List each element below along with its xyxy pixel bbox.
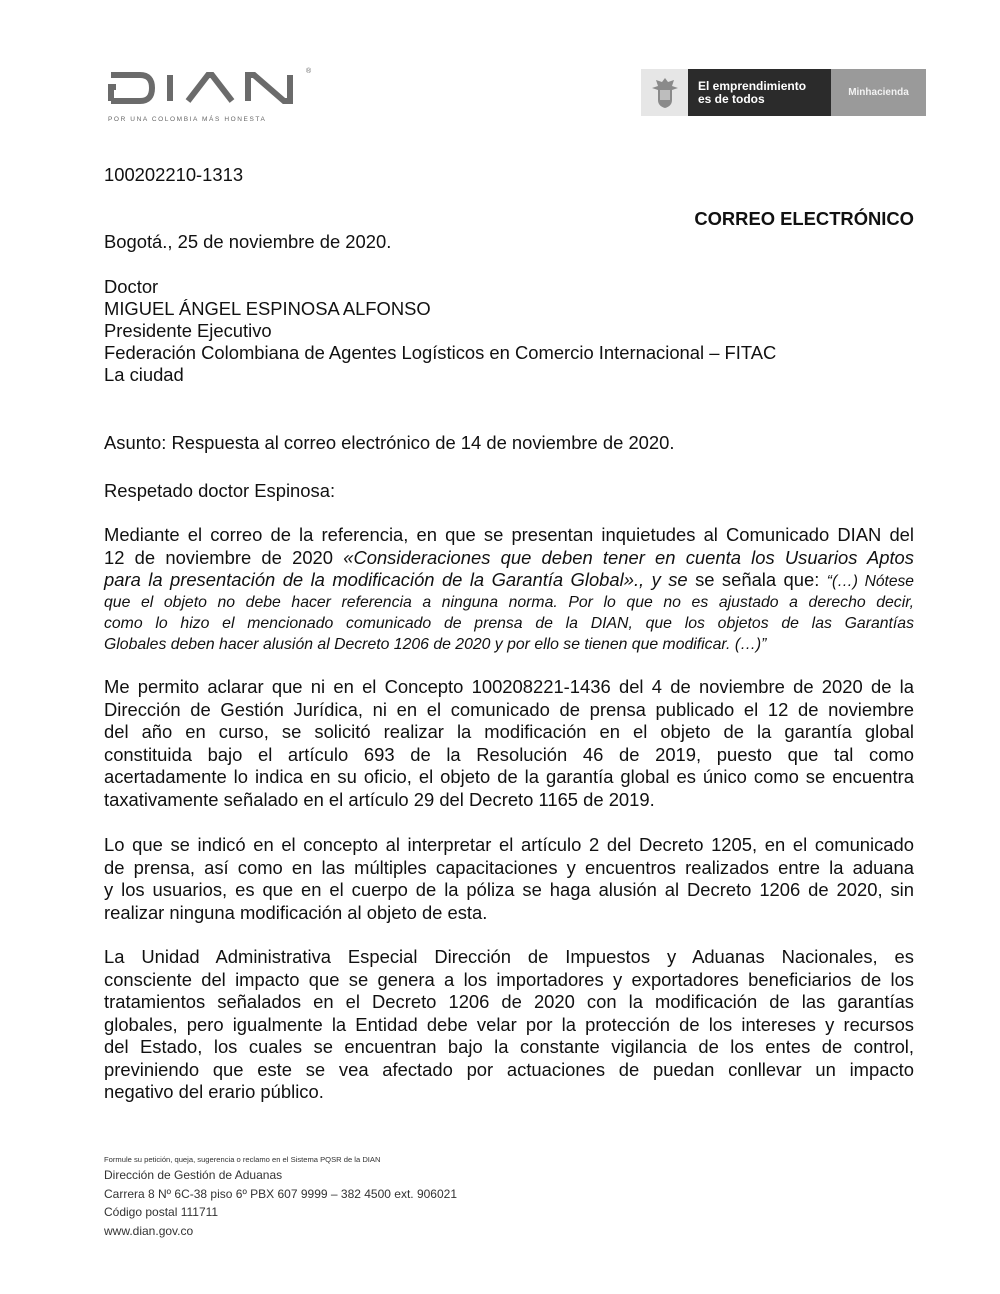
paragraph-3-line: de prensa, así como en las múltiples capacitaciones y encuentros realizados entre la aduana [104, 856, 914, 878]
paragraph-4-line: previniendo que este se vea afectado por actuaciones de puedan conllevar un impacto [104, 1058, 914, 1080]
letter-date: Bogotá., 25 de noviembre de 2020. [104, 231, 392, 252]
paragraph-2 [104, 676, 914, 811]
gov-slogan-line1: El emprendimiento [698, 78, 807, 93]
quote-line: Globales deben hacer alusión al Decreto 1206 de 2020 y por ello se tienen que modificar. (…)” [104, 635, 767, 653]
recipient-block [104, 276, 776, 386]
dian-wordmark [108, 68, 308, 108]
footer-office: Dirección de Gestión de Aduanas [104, 1168, 283, 1182]
recipient-title: Doctor [104, 276, 159, 297]
reference-number: 100202210-1313 [104, 164, 244, 185]
footer-address: Carrera 8 Nº 6C-38 piso 6º PBX 607 9999 – 382 4500 ext. 906021 [104, 1186, 457, 1201]
footer-pqsr: Formule su petición, queja, sugerencia o reclamo en el Sistema PQSR de la DIAN [104, 1155, 381, 1164]
recipient-organization: Federación Colombiana de Agentes Logísticos en Comercio Internacional – FITAC [104, 342, 777, 363]
salutation: Respetado doctor Espinosa: [104, 480, 336, 501]
paragraph-4-line: La Unidad Administrativa Especial Dirección de Impuestos y Aduanas Nacionales, es [104, 946, 914, 967]
quote-line: como lo hizo el mencionado comunicado de prensa de la DIAN, que los objetos de las Garantías [104, 614, 914, 632]
paragraph-3 [104, 834, 914, 924]
subject-line: Asunto: Respuesta al correo electrónico de 14 de noviembre de 2020. [104, 432, 675, 453]
paragraph-4-line: del Estado, los cuales se encuentran bajo la constante vigilancia de los entes de control, [104, 1036, 914, 1057]
paragraph-1-line: 12 de noviembre de 2020 «Consideraciones que deben tener en cuenta los Usuarios Aptos [104, 546, 914, 568]
paragraph-2-line: Me permito aclarar que ni en el Concepto 100208221-1436 del 4 de noviembre de 2020 de la [104, 676, 914, 697]
paragraph-1 [104, 524, 914, 655]
dian-logo [108, 68, 318, 128]
paragraph-3-line: realizar ninguna modificación al objeto de esta. [104, 901, 488, 923]
paragraph-1-line: Mediante el correo de la referencia, en que se presentan inquietudes al Comunicado DIAN del [104, 524, 914, 545]
footer-postal-code: Código postal 111711 [104, 1205, 219, 1219]
footer [104, 1154, 457, 1240]
ministry-label: Minhacienda [831, 69, 926, 116]
coat-of-arms-icon [641, 69, 688, 116]
quote-line: que el objeto no debe hacer referencia a ninguna norma. Por lo que no es ajustado a derecho decir, [104, 593, 914, 611]
paragraph-4-line: negativo del erario público. [104, 1081, 324, 1102]
paragraph-2-line: Dirección de Gestión Jurídica, ni en el comunicado de prensa publicado el 12 de noviembre [104, 698, 914, 720]
paragraph-4-line: globales, pero igualmente la Entidad debe velar por la protección de los intereses y recursos [104, 1013, 914, 1035]
paragraph-2-line: del año en curso, se solicitó realizar la modificación en el objeto de la garantía global [104, 721, 914, 742]
recipient-city: La ciudad [104, 364, 184, 385]
government-banner [641, 69, 926, 116]
gov-slogan [688, 69, 831, 116]
paragraph-2-line: constituida bajo el artículo 693 de la Resolución 46 de 2019, puesto que tal como [104, 743, 914, 765]
recipient-name: MIGUEL ÁNGEL ESPINOSA ALFONSO [104, 298, 431, 319]
paragraph-3-line: y los usuarios, es que en el cuerpo de la póliza se haga alusión al Decreto 1206 de 2020, sin [104, 879, 914, 900]
paragraph-4-line: consciente del impacto que se genera a los importadores y exportadores beneficiarios de los [104, 968, 914, 990]
paragraph-4 [104, 946, 914, 1104]
registered-mark: ® [306, 68, 312, 75]
gov-slogan-line2: es de todos [698, 91, 765, 106]
dian-tagline: POR UNA COLOMBIA MÁS HONESTA [108, 116, 267, 123]
paragraph-3-line: Lo que se indicó en el concepto al interpretar el artículo 2 del Decreto 1205, en el comunicado [104, 834, 914, 855]
paragraph-4-line: tratamientos señalados en el Decreto 1206 de 2020 con la modificación de las garantías [104, 991, 914, 1012]
paragraph-2-line: taxativamente señalado en el artículo 29 del Decreto 1165 de 2019. [104, 788, 655, 810]
footer-website-link[interactable]: www.dian.gov.co [104, 1223, 194, 1238]
paragraph-2-line: acertadamente lo indica en su oficio, el objeto de la garantía global es único como se encuentra [104, 766, 914, 787]
channel-label: CORREO ELECTRÓNICO [694, 208, 914, 229]
paragraph-1-line: para la presentación de la modificación de la Garantía Global»., y se se señala que: “(…) Nótese [104, 569, 914, 590]
recipient-position: Presidente Ejecutivo [104, 320, 272, 341]
